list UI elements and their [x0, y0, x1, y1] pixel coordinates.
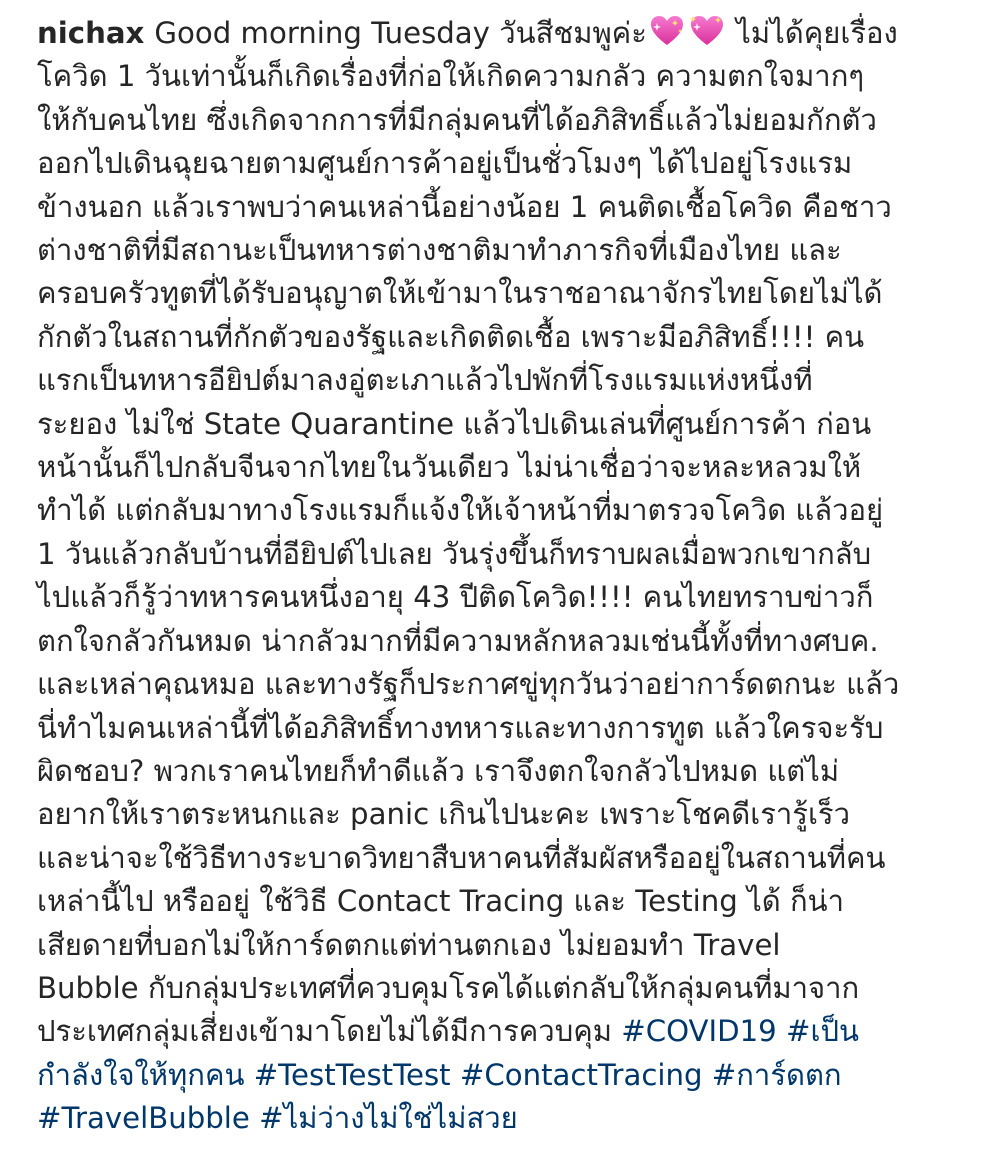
caption-line	[37, 1010, 972, 1053]
caption-line: ออกไปเดินฉุยฉายตามศูนย์การค้าอยู่เป็นชั่วโมงๆ ได้ไปอยู่โรงแรม	[37, 146, 853, 181]
caption-line: ต่างชาติที่มีสถานะเป็นทหารต่างชาติมาทำภารกิจที่เมืองไทย และ	[37, 233, 842, 268]
hashtag-travelbubble-link[interactable]: #TravelBubble	[37, 1101, 250, 1136]
hashtag-testtesttest-link[interactable]: #TestTestTest	[253, 1057, 451, 1092]
caption-line: ตกใจกลัวกันหมด น่ากลัวมากที่มีความหลักหลวมเช่นนี้ทั้งที่ทางศบค.	[37, 623, 879, 658]
caption-line: เหล่านี้ไป หรืออยู่ ใช้วิธี Contact Tracing และ Testing ได้ ก็น่า	[37, 884, 845, 919]
sparkling-heart-icon	[689, 14, 725, 48]
caption-line: ผิดชอบ? พวกเราคนไทยก็ทำดีแล้ว เราจึงตกใจกลัวไปหมด แต่ไม่	[37, 753, 840, 788]
caption-line: เสียดายที่บอกไม่ให้การ์ดตกแต่ท่านตกเอง ไม่ยอมทำ Travel	[37, 927, 781, 962]
caption-line: กักตัวในสถานที่กักตัวของรัฐและเกิดติดเชื้อ เพราะมีอภิสิทธิ์!!!! คน	[37, 319, 865, 354]
caption-line	[37, 1097, 972, 1140]
caption-line: นี่ทำไมคนเหล่านี้ที่ได้อภิสิทธิ์ทางทหารและทางการทูต แล้วใครจะรับ	[37, 710, 884, 745]
caption-line: ระยอง ไม่ใช่ State Quarantine แล้วไปเดินเล่นที่ศูนย์การค้า ก่อน	[37, 406, 872, 441]
hashtag-contacttracing-link[interactable]: #ContactTracing	[459, 1057, 703, 1092]
caption-text: ประเทศกลุ่มเสี่ยงเข้ามาโดยไม่ได้มีการควบคุม	[37, 1014, 622, 1049]
hashtag-pen-kamlangjai-link[interactable]: #เป็น	[786, 1014, 859, 1049]
caption-line: ครอบครัวทูตที่ได้รับอนุญาตให้เข้ามาในราชอาณาจักรไทยโดยไม่ได้	[37, 276, 883, 311]
caption-line: ทำได้ แต่กลับมาทางโรงแรมก็แจ้งให้เจ้าหน้าที่มาตรวจโควิด แล้วอยู่	[37, 493, 884, 528]
hashtag-pen-kamlangjai-link-cont[interactable]: กำลังใจให้ทุกคน	[37, 1057, 245, 1092]
caption-line: หน้านั้นก็ไปกลับจีนจากไทยในวันเดียว ไม่น่าเชื่อว่าจะหละหลวมให้	[37, 450, 862, 485]
caption-line: โควิด 1 วันเท่านั้นก็เกิดเรื่องที่ก่อให้เกิดความกลัว ความตกใจมากๆ	[37, 59, 865, 94]
caption-text: ไม่ได้คุยเรื่อง	[726, 16, 898, 50]
caption-line: Bubble กับกลุ่มประเทศที่ควบคุมโรคได้แต่กลับให้กลุ่มคนที่มาจาก	[37, 970, 860, 1005]
username-link[interactable]: nichax	[37, 16, 145, 50]
hashtag-covid19-link[interactable]: #COVID19	[621, 1014, 777, 1049]
hashtag-maiwang-link[interactable]: #ไม่ว่างไม่ใช่ไม่สวย	[259, 1101, 518, 1136]
post-caption	[37, 12, 972, 1141]
caption-line: และน่าจะใช้วิธีทางระบาดวิทยาสืบหาคนที่สัมผัสหรืออยู่ในสถานที่คน	[37, 840, 886, 875]
caption-line: แรกเป็นทหารอียิปต์มาลงอู่ตะเภาแล้วไปพักที่โรงแรมแห่งหนึ่งที่	[37, 363, 813, 398]
caption-line: ข้างนอก แล้วเราพบว่าคนเหล่านี้อย่างน้อย 1 คนติดเชื้อโควิด คือชาว	[37, 189, 892, 224]
caption-line: อยากให้เราตระหนกและ panic เกินไปนะคะ เพราะโชคดีเรารู้เร็ว	[37, 797, 851, 832]
caption-text: Good morning Tuesday วันสีชมพูค่ะ	[154, 16, 647, 50]
caption-line	[37, 12, 972, 55]
hashtag-guardtok-link[interactable]: #การ์ดตก	[711, 1057, 842, 1092]
caption-line	[37, 1054, 972, 1097]
caption-line: 1 วันแล้วกลับบ้านที่อียิปต์ไปเลย วันรุ่งขึ้นก็ทราบผลเมื่อพวกเขากลับ	[37, 536, 872, 571]
sparkling-heart-icon	[649, 14, 685, 48]
caption-line: ไปแล้วก็รู้ว่าทหารคนหนึ่งอายุ 43 ปีติดโควิด!!!! คนไทยทราบข่าวก็	[37, 580, 874, 615]
caption-line: ให้กับคนไทย ซึ่งเกิดจากการที่มีกลุ่มคนที่ได้อภิสิทธิ์แล้วไม่ยอมกักตัว	[37, 102, 877, 137]
caption-line: และเหล่าคุณหมอ และทางรัฐก็ประกาศขู่ทุกวันว่าอย่าการ์ดตกนะ แล้ว	[37, 667, 900, 702]
